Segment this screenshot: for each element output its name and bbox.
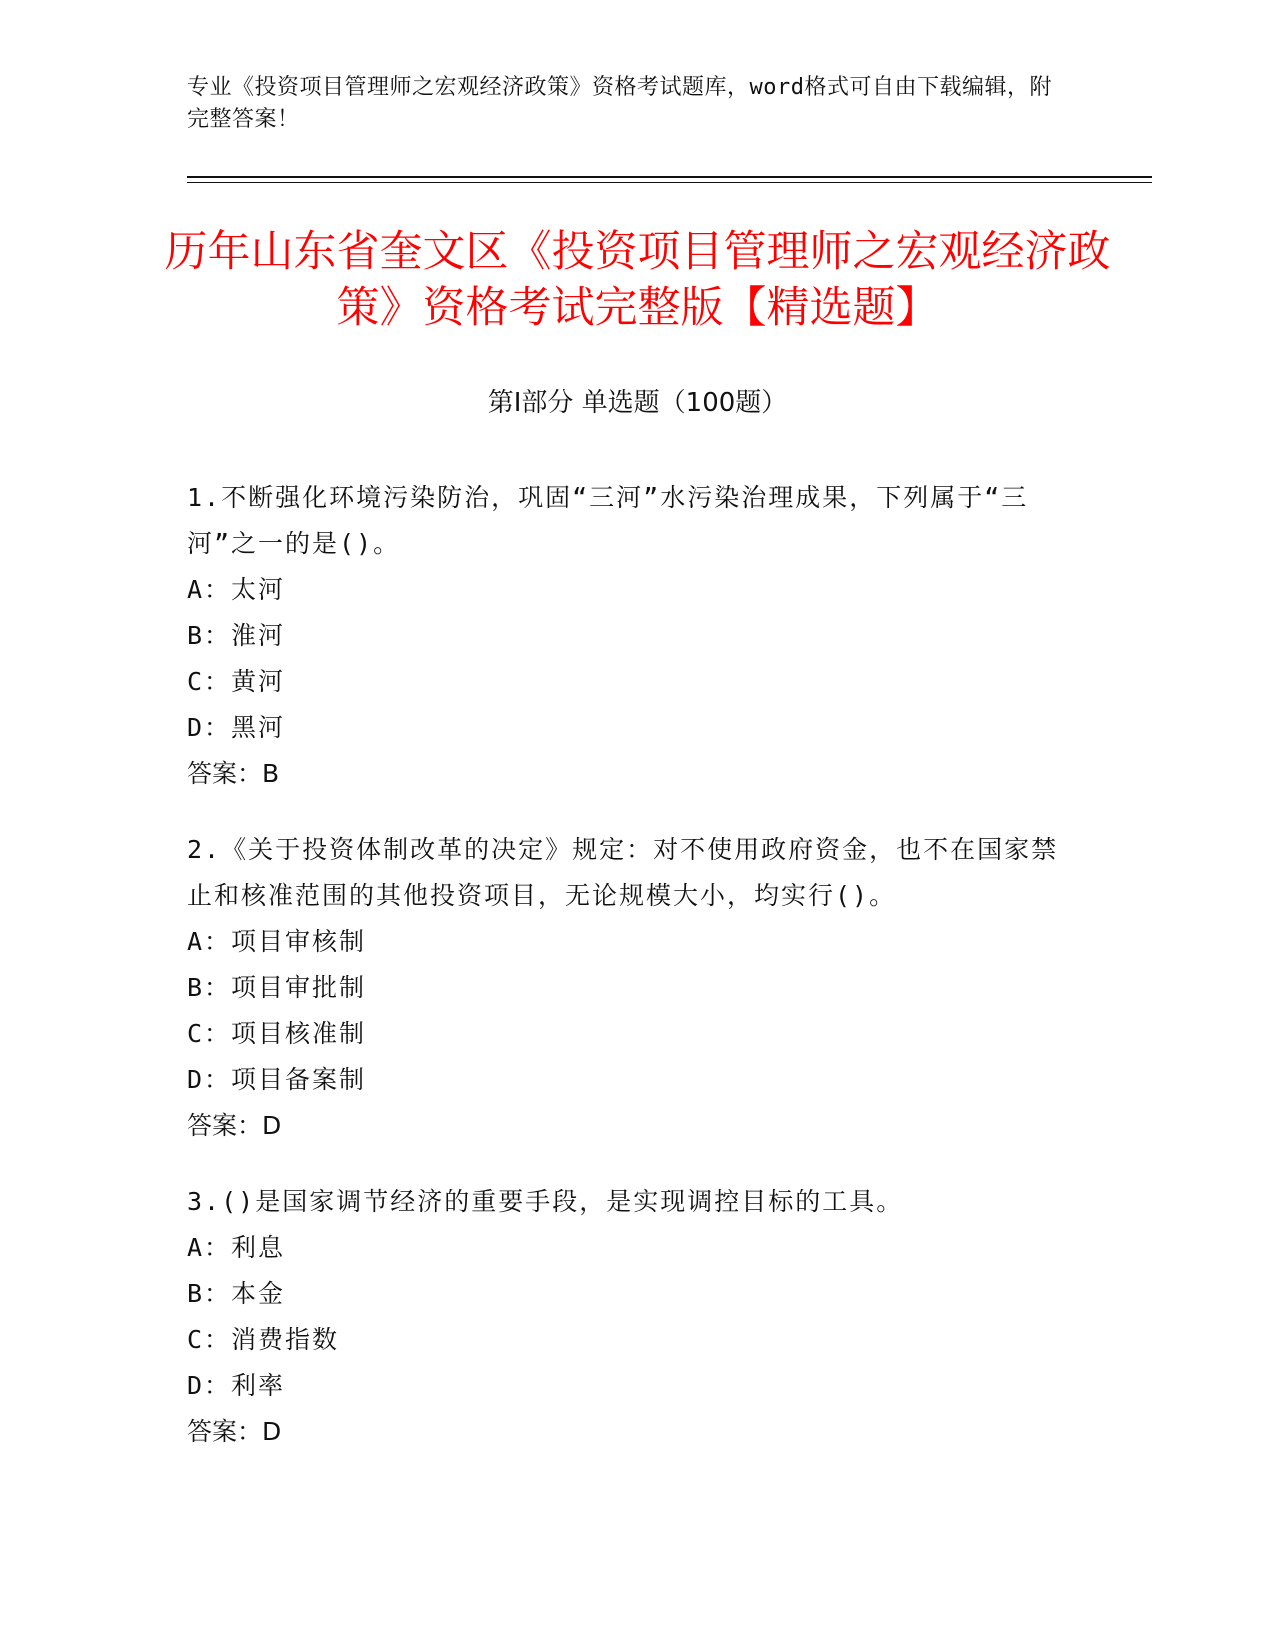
option-a: A：太河 xyxy=(187,575,286,604)
answer: 答案：D xyxy=(187,1111,282,1140)
header-divider-thick xyxy=(187,176,1152,178)
question-1 xyxy=(187,475,1067,797)
option-b: B：本金 xyxy=(187,1279,286,1308)
option-d: D：利率 xyxy=(187,1371,286,1400)
header-divider-thin xyxy=(187,182,1152,183)
header-note: 专业《投资项目管理师之宏观经济政策》资格考试题库，word格式可自由下载编辑，附完整答案！ xyxy=(187,75,1052,132)
option-a: A：项目审核制 xyxy=(187,927,367,956)
option-a: A：利息 xyxy=(187,1233,286,1262)
section-heading: 第I部分 单选题（100题） xyxy=(487,388,788,418)
option-c: C：黄河 xyxy=(187,667,286,696)
question-list xyxy=(187,475,1067,1485)
document-title: 历年山东省奎文区《投资项目管理师之宏观经济政策》资格考试完整版【精选题】 xyxy=(164,227,1111,333)
question-stem: 3.()是国家调节经济的重要手段，是实现调控目标的工具。 xyxy=(187,1187,904,1216)
option-c: C：消费指数 xyxy=(187,1325,340,1354)
option-b: B：项目审批制 xyxy=(187,973,367,1002)
option-d: D：项目备案制 xyxy=(187,1065,367,1094)
answer: 答案：D xyxy=(187,1417,282,1446)
question-stem: 1.不断强化环境污染防治，巩固“三河”水污染治理成果，下列属于“三河”之一的是()。 xyxy=(187,483,1029,558)
option-d: D：黑河 xyxy=(187,713,286,742)
question-2 xyxy=(187,827,1067,1149)
option-c: C：项目核准制 xyxy=(187,1019,367,1048)
question-stem: 2.《关于投资体制改革的决定》规定：对不使用政府资金，也不在国家禁止和核准范围的其他投资项目，无论规模大小，均实行()。 xyxy=(187,835,1059,910)
question-3 xyxy=(187,1179,1067,1455)
answer: 答案：B xyxy=(187,759,280,788)
option-b: B：淮河 xyxy=(187,621,286,650)
